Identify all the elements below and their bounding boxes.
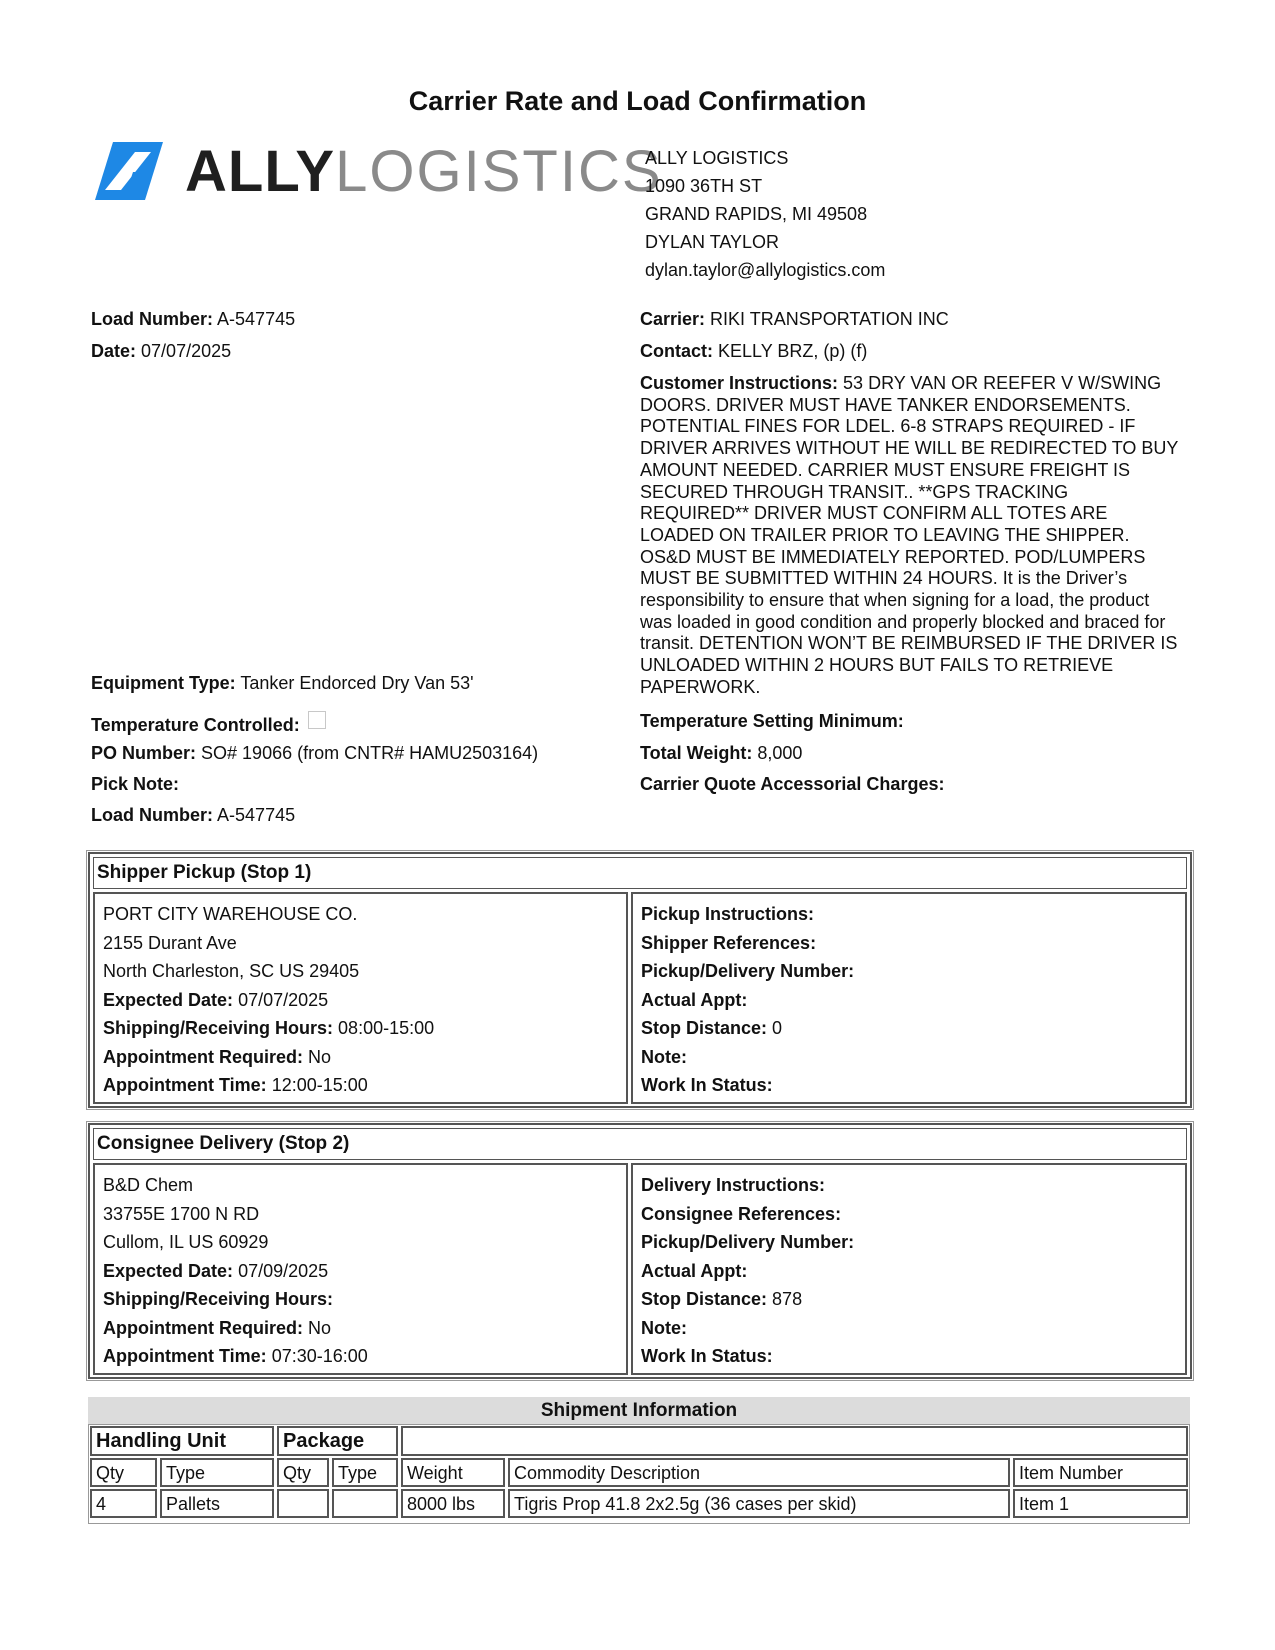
stop2-name: B&D Chem [103,1175,194,1195]
contact-field [640,341,867,362]
stop2-pd-number-label: Pickup/Delivery Number: [641,1232,855,1252]
row-hu-type: Pallets [160,1489,274,1518]
group-blank [401,1426,1188,1456]
stop2-appt-time [103,1342,618,1371]
temp-controlled-label: Temperature Controlled: [91,715,300,735]
col-header-pkg-type: Type [332,1458,398,1487]
load-number-label-2: Load Number: [91,805,214,825]
col-header-commodity: Commodity Description [508,1458,1010,1487]
row-commodity: Tigris Prop 41.8 2x2.5g (36 cases per skid) [508,1489,1010,1518]
load-number-value-2: A-547745 [217,805,296,825]
load-number-field [91,309,295,330]
stop1-distance [641,1014,1177,1043]
company-street: 1090 36TH ST [645,176,763,196]
row-hu-qty: 4 [90,1489,157,1518]
company-contact: DYLAN TAYLOR [645,232,780,252]
stop1-expected-label: Expected Date: [103,989,234,1010]
stop1-refs-label: Shipper References: [641,932,817,953]
stop2-work-label: Work In Status: [641,1346,773,1366]
ally-logo-mark-icon [95,142,163,200]
stop1-name: PORT CITY WAREHOUSE CO. [103,904,358,924]
handling-unit-group: Handling Unit [90,1426,274,1456]
carrier-value: RIKI TRANSPORTATION INC [710,309,949,329]
stop1-appt-req-value: No [308,1046,332,1067]
logo-ally-text: ALLY [185,139,336,204]
row-pkg-qty [277,1489,329,1518]
po-field [91,743,538,764]
stop2-appt-req-value: No [308,1317,332,1338]
customer-instructions [640,373,1180,699]
stop1-actual-label: Actual Appt: [641,989,748,1010]
po-value: SO# 19066 (from CNTR# HAMU2503164) [201,743,539,763]
company-name: ALLY LOGISTICS [645,148,789,168]
col-header-hu-type: Type [160,1458,274,1487]
stop1-appt-req-label: Appointment Required: [103,1046,303,1067]
document-title: Carrier Rate and Load Confirmation [408,86,867,116]
load-number-field-2 [91,805,295,826]
date-value: 07/07/2025 [141,341,232,361]
load-number-value: A-547745 [217,309,296,329]
stop2-note-label: Note: [641,1317,687,1338]
equipment-value: Tanker Endorced Dry Van 53' [240,673,474,693]
accessorial-field [640,774,944,795]
company-address [645,144,885,284]
stop2-refs-label: Consignee References: [641,1203,842,1224]
total-weight-label: Total Weight: [640,743,753,763]
temp-controlled-field [91,711,326,736]
row-item-number: Item 1 [1013,1489,1188,1518]
logo-logistics-text: LOGISTICS [335,139,663,204]
accessorial-label: Carrier Quote Accessorial Charges: [640,774,945,794]
stop2-hours [103,1285,618,1314]
date-label: Date: [91,341,137,361]
stop1-distance-value: 0 [772,1018,783,1038]
stop2-details-col [631,1163,1187,1375]
stop2-distance-value: 878 [772,1289,803,1309]
stop1-hours [103,1014,618,1043]
shipper-pickup-box [88,852,1192,1108]
po-label: PO Number: [91,743,197,763]
row-pkg-type [332,1489,398,1518]
carrier-label: Carrier: [640,309,706,329]
contact-value: KELLY BRZ, (p) (f) [718,341,868,361]
stop2-street: 33755E 1700 N RD [103,1203,260,1224]
col-header-weight: Weight [401,1458,505,1487]
pick-note-label: Pick Note: [91,774,180,794]
stop2-address-col [93,1163,628,1375]
temp-min-field [640,711,904,732]
stop1-header: Shipper Pickup (Stop 1) [93,857,1187,889]
consignee-delivery-box [88,1123,1192,1379]
stop1-city: North Charleston, SC US 29405 [103,961,360,981]
stop2-appt-time-label: Appointment Time: [103,1346,267,1366]
stop2-expected-label: Expected Date: [103,1260,234,1281]
temp-min-label: Temperature Setting Minimum: [640,711,904,731]
customer-instructions-label: Customer Instructions: [640,373,839,393]
temp-controlled-checkbox[interactable] [308,711,326,729]
carrier-field [640,309,949,330]
equipment-label: Equipment Type: [91,673,236,693]
shipment-info-header: Shipment Information [88,1397,1190,1424]
customer-instructions-text: 53 DRY VAN OR REEFER V W/SWING DOORS. DRIVER MUST HAVE TANKER ENDORSEMENTS. POTENTIAL FINES FOR LDEL. 6-8 STRAPS REQUIRED - IF DRIVER ARRIVES WITHOUT HE WILL BE REDIRECTED TO BUY AMOUNT NEEDED. CARRIER MUST ENSURE FREIGHT IS SECURED THROUGH TRANSIT.. **GPS TRACKING REQUIRED** DRIVER MUST CONFIRM ALL TOTES ARE LOADED ON TRAILER PRIOR TO LEAVING THE SHIPPER. OS&D MUST BE IMMEDIATELY REPORTED. POD/LUMPERS MUST BE SUBMITTED WITHIN 24 HOURS. It is the Driver’s responsibility to ensure that when signing for a load, the product was loaded in good condition and properly blocked and braced for transit. DETENTION WON’T BE REIMBURSED IF THE DRIVER IS UNLOADED WITHIN 2 HOURS BUT FAILS TO RETRIEVE PAPERWORK. [640,373,1179,697]
stop2-appt-req-label: Appointment Required: [103,1317,303,1338]
total-weight-field [640,743,802,764]
company-email[interactable]: dylan.taylor@allylogistics.com [645,260,886,280]
company-logo [95,139,663,206]
equipment-field [91,673,474,694]
stop1-note-label: Note: [641,1046,687,1067]
stop1-appt-req [103,1043,618,1072]
stop2-appt-req [103,1314,618,1343]
stop2-appt-time-value: 07:30-16:00 [271,1346,368,1366]
col-header-hu-qty: Qty [90,1458,157,1487]
col-header-item-number: Item Number [1013,1458,1188,1487]
row-weight: 8000 lbs [401,1489,505,1518]
contact-label: Contact: [640,341,713,361]
stop1-appt-time-value: 12:00-15:00 [271,1075,368,1095]
total-weight-value: 8,000 [757,743,803,763]
stop1-address-col [93,892,628,1104]
date-field [91,341,231,362]
stop1-work-label: Work In Status: [641,1075,773,1095]
stop1-appt-time [103,1071,618,1100]
stop2-instr-label: Delivery Instructions: [641,1175,826,1195]
stop2-expected [103,1257,618,1286]
stop1-hours-label: Shipping/Receiving Hours: [103,1018,334,1038]
stop1-appt-time-label: Appointment Time: [103,1075,267,1095]
stop2-actual-label: Actual Appt: [641,1260,748,1281]
stop1-expected-value: 07/07/2025 [238,989,329,1010]
stop1-expected [103,986,618,1015]
package-group: Package [277,1426,398,1456]
col-header-pkg-qty: Qty [277,1458,329,1487]
stop2-city: Cullom, IL US 60929 [103,1232,269,1252]
stop2-header: Consignee Delivery (Stop 2) [93,1128,1187,1160]
stop1-distance-label: Stop Distance: [641,1018,768,1038]
stop1-hours-value: 08:00-15:00 [338,1018,435,1038]
stop2-distance [641,1285,1177,1314]
stop2-hours-label: Shipping/Receiving Hours: [103,1289,334,1309]
logo-wordmark [185,138,663,206]
pick-note-field [91,774,179,795]
company-city: GRAND RAPIDS, MI 49508 [645,204,868,224]
stop1-details-col [631,892,1187,1104]
stop2-distance-label: Stop Distance: [641,1289,768,1309]
load-number-label: Load Number: [91,309,214,329]
stop1-pd-number-label: Pickup/Delivery Number: [641,961,855,981]
stop1-street: 2155 Durant Ave [103,932,237,953]
stop1-instr-label: Pickup Instructions: [641,904,815,924]
stop2-expected-value: 07/09/2025 [238,1260,329,1281]
